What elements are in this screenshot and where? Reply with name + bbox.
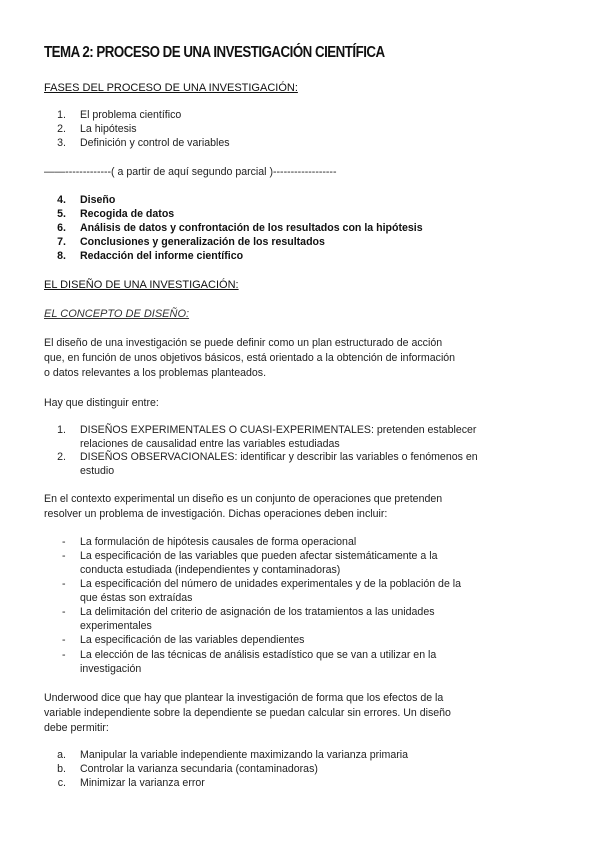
list-line: DISEÑOS OBSERVACIONALES: identificar y describir las variables o fenómenos en [80, 451, 478, 463]
paragraph-line: que, en función de unos objetivos básicos, está orientado a la obtención de información [44, 352, 456, 364]
list-text [80, 634, 304, 648]
list-line: estudio [80, 464, 115, 477]
bullet-dash: - [62, 578, 66, 590]
bullet-dash: - [62, 606, 66, 618]
list-line: La especificación de las variables dependientes [80, 634, 305, 646]
list-letter: b. [57, 763, 66, 775]
list-line: La formulación de hipótesis causales de forma operacional [80, 536, 357, 548]
paragraph-line: variable independiente sobre la dependiente se puedan calcular sin errores. Un diseño [44, 707, 451, 719]
list-text [80, 550, 437, 577]
list-line: conducta estudiada (independientes y contaminadoras) [80, 563, 341, 576]
list-line: relaciones de causalidad entre las variables estudiadas [80, 437, 340, 450]
list-number: 3. [57, 137, 66, 149]
section-heading-diseno: EL DISEÑO DE UNA INVESTIGACIÓN: [44, 279, 239, 291]
page-title: TEMA 2: PROCESO DE UNA INVESTIGACIÓN CIENTÍFICA [44, 44, 385, 61]
list-line: La especificación de las variables que pueden afectar sistemáticamente a la [80, 550, 438, 562]
list-line: DISEÑOS EXPERIMENTALES O CUASI-EXPERIMENTALES: pretenden establecer [80, 424, 477, 436]
list-text: Redacción del informe científico [80, 250, 244, 262]
bullet-dash: - [62, 634, 66, 646]
list-text: El problema científico [80, 109, 182, 121]
subheading-concepto: EL CONCEPTO DE DISEÑO: [44, 308, 190, 320]
list-letter: a. [57, 749, 66, 761]
paragraph-line: o datos relevantes a los problemas planteados. [44, 367, 267, 379]
list-line: La elección de las técnicas de análisis estadístico que se van a utilizar en la [80, 649, 437, 661]
paragraph-distinguish: Hay que distinguir entre: [44, 397, 159, 409]
list-line: experimentales [80, 619, 152, 632]
list-text: Conclusiones y generalización de los resultados [80, 236, 325, 248]
paragraph-definition [44, 336, 455, 381]
list-text [80, 451, 478, 478]
list-number: 6. [57, 222, 66, 234]
list-text [80, 424, 476, 451]
paragraph-line: Underwood dice que hay que plantear la investigación de forma que los efectos de la [44, 692, 444, 704]
list-text: Manipular la variable independiente maximizando la varianza primaria [80, 749, 408, 761]
paragraph-line: En el contexto experimental un diseño es un conjunto de operaciones que pretenden [44, 493, 443, 505]
separator-line: ——-------------( a partir de aquí segundo parcial )------------------ [44, 166, 337, 178]
list-number: 1. [57, 424, 66, 436]
list-text: Controlar la varianza secundaria (contaminadoras) [80, 763, 318, 775]
list-text: La hipótesis [80, 123, 137, 135]
list-text: Recogida de datos [80, 208, 175, 220]
list-number: 5. [57, 208, 66, 220]
paragraph-line: debe permitir: [44, 722, 109, 734]
list-number: 7. [57, 236, 66, 248]
list-number: 1. [57, 109, 66, 121]
list-number: 2. [57, 123, 66, 135]
list-line: investigación [80, 662, 142, 675]
list-letter: c. [57, 777, 66, 789]
list-text: Análisis de datos y confrontación de los resultados con la hipótesis [80, 222, 423, 234]
paragraph-line: El diseño de una investigación se puede definir como un plan estructurado de acción [44, 337, 443, 349]
list-text [80, 649, 436, 676]
list-line: La especificación del número de unidades experimentales y de la población de la [80, 578, 462, 590]
list-text: Diseño [80, 194, 116, 206]
section-heading-fases: FASES DEL PROCESO DE UNA INVESTIGACIÓN: [44, 82, 298, 94]
list-text: Minimizar la varianza error [80, 777, 205, 789]
list-text: Definición y control de variables [80, 137, 230, 149]
bullet-dash: - [62, 536, 66, 548]
list-text [80, 606, 435, 633]
bullet-dash: - [62, 649, 66, 661]
paragraph-underwood [44, 691, 451, 736]
paragraph-line: resolver un problema de investigación. Dichas operaciones deben incluir: [44, 508, 388, 520]
list-text [80, 536, 356, 550]
list-number: 8. [57, 250, 66, 262]
list-number: 4. [57, 194, 66, 206]
list-number: 2. [57, 451, 66, 463]
list-line: La delimitación del criterio de asignación de los tratamientos a las unidades [80, 606, 435, 618]
list-line: que éstas son extraídas [80, 591, 193, 604]
bullet-dash: - [62, 550, 66, 562]
list-text [80, 578, 461, 605]
paragraph-context [44, 492, 442, 522]
